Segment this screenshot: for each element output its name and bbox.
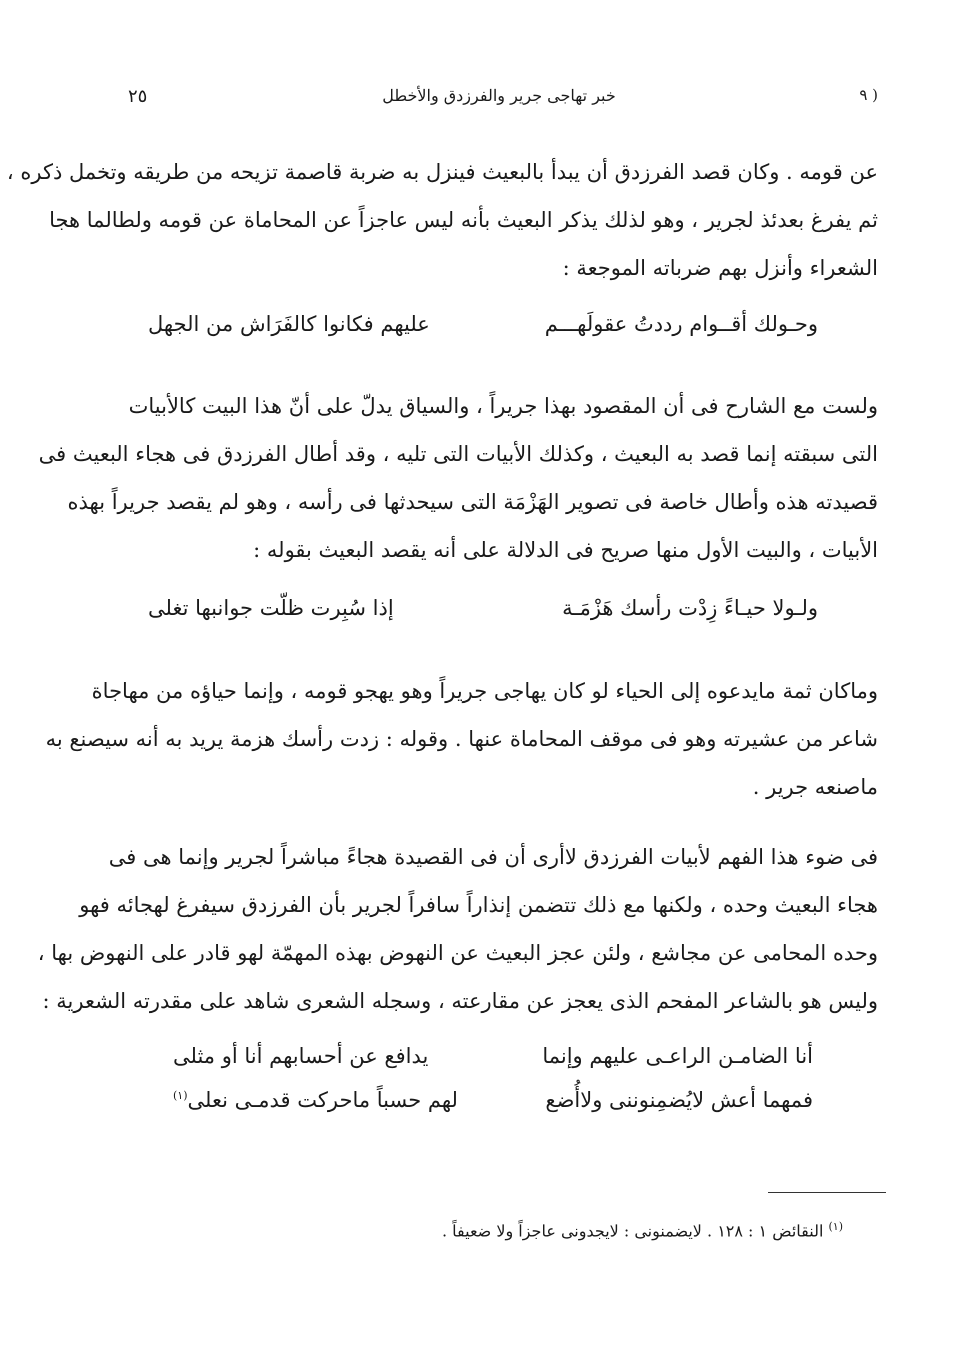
paragraph-line: قصيدته هذه وأطال خاصة فى تصوير الهَزْمَة التى سيحدثها فى رأسه ، وهو لم يقصد جريراً بهذه xyxy=(67,490,878,514)
verse-hemistich-first: وحـولك أقــوام رددتُ عقولَهـــم xyxy=(544,312,818,336)
paragraph-4 xyxy=(37,833,878,1025)
running-header xyxy=(120,86,878,116)
paragraph-line: التى سبقته إنما قصد به البعيث ، وكذلك الأبيات التى تليه ، وقد أطال الفرزدق فى هجاء البعيث فى xyxy=(38,442,878,466)
verse-hemistich-second xyxy=(173,1088,458,1112)
verse-block xyxy=(173,1044,813,1132)
paragraph-2 xyxy=(38,382,878,574)
paragraph-line: فى ضوء هذا الفهم لأبيات الفرزدق لاأرى أن فى القصيدة هجاءً مباشراً لجرير وإنما هى فى xyxy=(108,845,878,869)
paragraph-line: شاعر من عشيرته وهو فى موقف المحاماة عنها . وقوله : زدت رأسك هزمة يريد به أنه سيصنع به xyxy=(45,727,878,751)
verse-hemistich-first: فمهما أعش لايُضمِنوننى ولاأُضع xyxy=(545,1088,813,1112)
paragraph-line: وليس هو بالشاعر المفحم الذى يعجز عن مقارعته ، وسجله الشعرى شاهد على مقدرته الشعرية : xyxy=(42,989,878,1013)
paragraph-line: ثم يفرغ بعدئذ لجرير ، وهو لذلك يذكر البعيث بأنه ليس عاجزاً عن المحاماة عن قومه ولطالما هجا xyxy=(49,208,878,232)
verse-hemistich-second: إذا سُبِرت ظلّت جوانبها تغلى xyxy=(148,596,394,620)
footnote-reference: (١) xyxy=(173,1089,188,1102)
paragraph-line: الشعراء وأنزل بهم ضرباته الموجعة : xyxy=(562,256,878,280)
verse-hemistich-second: عليهم فكانوا كالفَرَاش من الجهل xyxy=(148,312,430,336)
verse-hemistich-second: يدافع عن أحسابهم أنا أو مثلى xyxy=(173,1044,429,1068)
paragraph-line: ولست مع الشارح فى أن المقصود بهذا جريراً ، والسياق يدلّ على أنّ هذا البيت كالأبيات xyxy=(128,394,878,418)
paragraph-line: الأبيات ، والبيت الأول منها صريح فى الدلالة على أنه يقصد البعيث بقوله : xyxy=(253,538,878,562)
footnote-text: النقائض ١ : ١٢٨ . لايضمنونى : لايجدونى عاجزاً ولا ضعيفاً . xyxy=(441,1221,824,1241)
paragraph-3 xyxy=(45,667,878,811)
paragraph-line: وحده المحامى عن مجاشع ، ولئن عجز البعيث عن النهوض بهذه المهمّة لهو قادر على النهوض بها ، xyxy=(37,941,878,965)
verse-1 xyxy=(148,312,818,360)
chapter-mark: ( ٩ xyxy=(859,86,878,104)
paragraph-line: وماكان ثمة مايدعوه إلى الحياء لو كان يهاجى جريراً وهو يهجو قومه ، وإنما حياؤه من مهاجاة xyxy=(91,679,878,703)
paragraph-line: هجاء البعيث وحده ، ولكنها مع ذلك تتضمن إنذاراً سافراً لجرير بأن الفرزدق سيفرغ لهجائه فهو xyxy=(79,893,878,917)
footnote-mark: (١) xyxy=(828,1220,843,1233)
footnote-rule xyxy=(768,1192,886,1193)
footnote xyxy=(442,1220,843,1240)
page-number: ٢٥ xyxy=(128,86,148,107)
verse-hemistich-first: أنا الضامـن الراعـى عليهم وإنما xyxy=(542,1044,813,1068)
verse-4 xyxy=(173,1088,813,1132)
verse-2 xyxy=(148,596,818,644)
paragraph-line: ماصنعه جرير . xyxy=(752,775,878,799)
verse-3 xyxy=(173,1044,813,1088)
paragraph-1 xyxy=(6,148,878,292)
paragraph-line: عن قومه . وكان قصد الفرزدق أن يبدأ بالبعيث فينزل به ضربة قاصمة تزيحه من طريقه وتخمل ذكره ، xyxy=(6,160,878,184)
verse-hemistich-first: ولـولا حيـاءً زِدْت رأسك هَزْمَـة xyxy=(562,596,818,620)
running-title: خبر تهاجى جرير والفرزدق والأخطل xyxy=(382,86,616,105)
verse-text: لهم حسباً ماحركت قدمـى نعلى xyxy=(187,1088,458,1112)
